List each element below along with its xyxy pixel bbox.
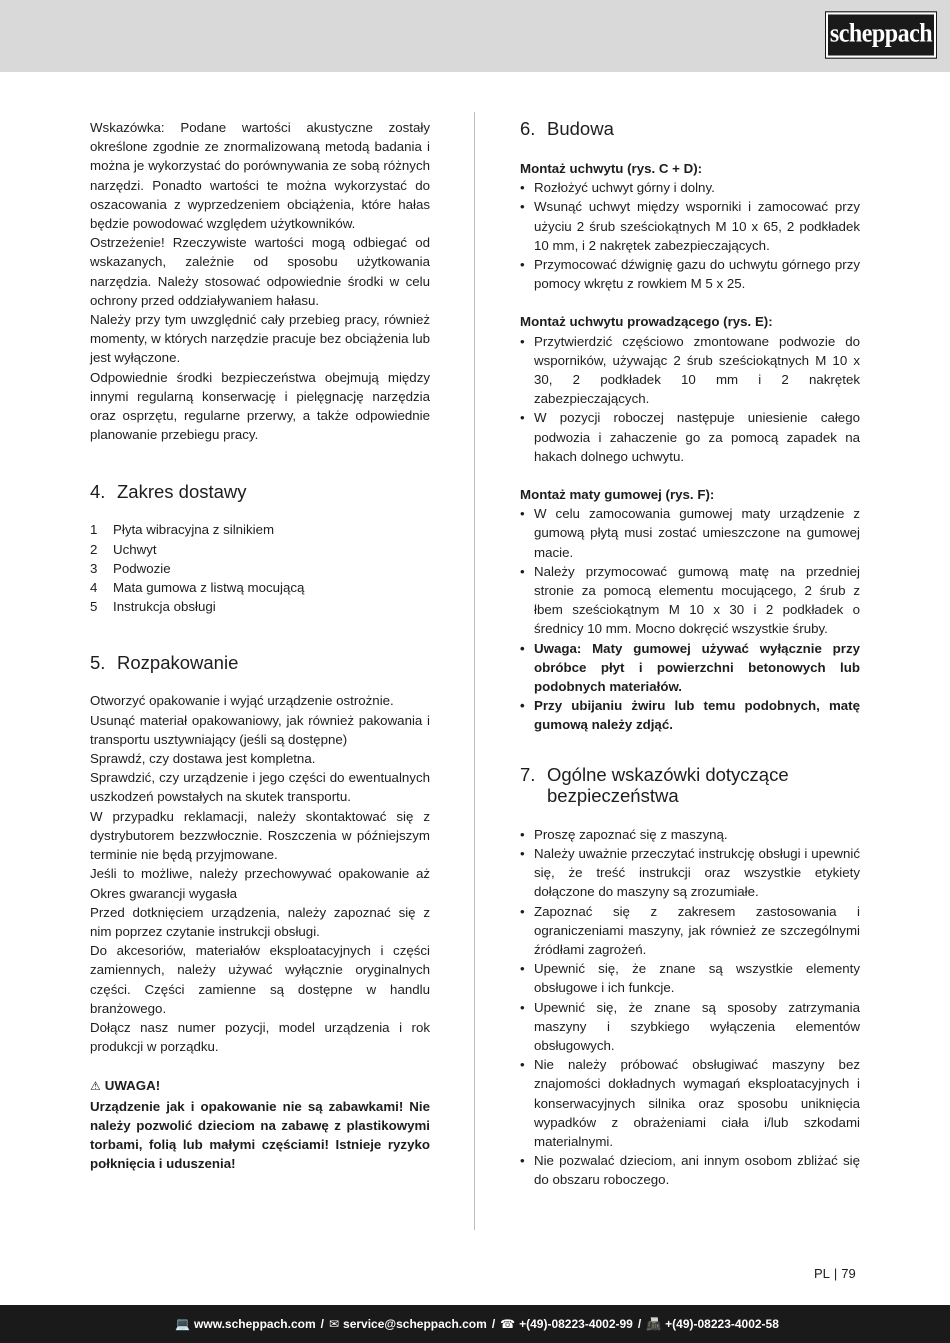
section-number: 6.: [520, 118, 536, 139]
list-item: 4 Mata gumowa z listwą mocującą: [90, 580, 305, 596]
section-number: 7.: [520, 763, 536, 785]
unpacking-paragraph: Sprawdzić, czy urządzenie i jego części do ewentualnych uszkodzeń powstałych na skutek transportu.: [90, 770, 430, 805]
section-4-heading: [90, 481, 430, 502]
assembly-list: [520, 504, 860, 734]
warning-block: [90, 1076, 430, 1173]
assembly-subheading: Montaż uchwytu prowadzącego (rys. E):: [520, 314, 773, 330]
list-item: • Upewnić się, że znane są sposoby zatrzymania maszyny i szybkiego wyłączenia elementów obsługowych.: [520, 998, 860, 1056]
list-item: • Rozłożyć uchwyt górny i dolny.: [520, 178, 860, 197]
warning-title: UWAGA!: [104, 1078, 161, 1094]
footer-email[interactable]: service@scheppach.com: [343, 1317, 487, 1331]
section-6-heading: [520, 118, 860, 139]
list-item: • Wsunąć uchwyt między wsporniki i zamocować przy użyciu 2 śrub sześciokątnych M 10 x 65, 2 podkładek 10 mm, i 2 nakrętek zabezpieczających.: [520, 197, 860, 255]
unpacking-paragraph: Do akcesoriów, materiałów eksploatacyjnych i części zamiennych, należy używać wyłącznie oryginalnych części. Części zamienne są dostępne w handlu branżowego.: [90, 943, 430, 1016]
header-band: [0, 0, 950, 72]
warning-text: Urządzenie jak i opakowanie nie są zabawkami! Nie należy pozwolić dzieciom na zabawę z plastikowymi torbami, folią lub małymi częściami! Istnieje ryzyko połknięcia i uduszenia!: [90, 1098, 430, 1172]
list-item: • Proszę zapoznać się z maszyną.: [520, 825, 860, 844]
section-title: Budowa: [547, 118, 614, 139]
page-number-value: 79: [841, 1266, 856, 1281]
unpacking-paragraph: Sprawdź, czy dostawa jest kompletna.: [90, 751, 316, 767]
page-number: [814, 1266, 856, 1281]
section-title: Ogólne wskazówki dotyczące bezpieczeństwa: [547, 763, 789, 806]
list-item: • Należy przymocować gumową matę na przedniej stronie za pomocą elementu mocującego, 2 śrub z łbem sześciokątnym M 10 x 30 i 2 podkładek o średnicy 10 mm. Mocno dokręcić wszystkie śruby.: [520, 562, 860, 639]
list-item: • W pozycji roboczej następuje uniesienie całego podwozia i zahaczenie go za pomocą zapadek na hakach dolnego uchwytu.: [520, 408, 860, 466]
intro-paragraph: Wskazówka: Podane wartości akustyczne zostały określone zgodnie ze znormalizowaną metodą badania i można je wykorzystać do porównywania ze sobą różnych narzędzi. Ponadto wartości te można wykorzystać do oszacowania z wyprzedzeniem obciążenia, które hałas będzie powodować względem użytkowników.: [90, 120, 430, 232]
list-item: 5 Instrukcja obsługi: [90, 599, 216, 615]
laptop-icon: 💻: [175, 1317, 191, 1331]
warning-title-line: [90, 1076, 430, 1096]
section-title: Zakres dostawy: [117, 481, 247, 503]
list-item: • Nie należy próbować obsługiwać maszyny bez znajomości dokładnych wymagań eksploatacyjnych i konserwacyjnych silnika oraz sposobu uniknięcia wypadków z obrażeniami ciała i/lub szkodami materialnymi.: [520, 1055, 860, 1151]
unpacking-text: [90, 691, 430, 1056]
unpacking-paragraph: W przypadku reklamacji, należy skontaktować się z dystrybutorem bezzwłocznie. Roszczenia w późniejszym terminie nie będą przyjmowane.: [90, 808, 430, 863]
list-item: • Uwaga: Maty gumowej używać wyłącznie przy obróbce płyt i powierzchni betonowych lub podobnych materiałów.: [520, 639, 860, 697]
intro-paragraph: Odpowiednie środki bezpieczeństwa obejmują między innymi regularną konserwację i pielęgnację narzędzia oraz osprzętu, regularne przerwy, a także odpowiednie planowanie przebiegu pracy.: [90, 369, 430, 443]
assembly-list: [520, 178, 860, 293]
list-item: • Upewnić się, że znane są wszystkie elementy obsługowe i ich funkcje.: [520, 959, 860, 997]
list-item: 3 Podwozie: [90, 560, 171, 576]
assembly-subheading: Montaż maty gumowej (rys. F):: [520, 487, 715, 503]
list-item: • Przymocować dźwignię gazu do uchwytu górnego przy pomocy wkrętu z rowkiem M 5 x 25.: [520, 255, 860, 293]
delivery-list: [90, 520, 430, 616]
section-number: 4.: [90, 481, 106, 503]
list-item: • Zapoznać się z zakresem zastosowania i ograniczeniami maszyny, jak również ze szczególnymi źródłami zagrożeń.: [520, 902, 860, 960]
list-item: • Nie pozwalać dzieciom, ani innym osobom zbliżać się do obszaru roboczego.: [520, 1151, 860, 1189]
unpacking-paragraph: Przed dotknięciem urządzenia, należy zapoznać się z nim poprzez czytanie instrukcji obsługi.: [90, 904, 430, 939]
left-column: [90, 118, 430, 1173]
unpacking-paragraph: Jeśli to możliwe, należy przechowywać opakowanie aż Okres gwarancji wygasła: [90, 866, 430, 901]
assembly-subheading: Montaż uchwytu (rys. C + D):: [520, 161, 703, 176]
footer-separator: /: [320, 1317, 324, 1331]
section-title: Rozpakowanie: [117, 652, 239, 674]
footer-contact-bar: [0, 1305, 950, 1343]
intro-paragraph: Należy przy tym uwzględnić cały przebieg pracy, również momenty, w których narzędzie pracuje bez obciążenia lub jest wyłączone.: [90, 312, 430, 366]
safety-list: [520, 825, 860, 1190]
page-language: PL: [814, 1266, 830, 1281]
footer-separator: /: [637, 1317, 642, 1331]
list-item: 1 Płyta wibracyjna z silnikiem: [90, 522, 275, 538]
warning-triangle-icon: ⚠: [90, 1079, 101, 1094]
fax-icon: 📠: [646, 1317, 662, 1331]
section-number: 5.: [90, 652, 106, 674]
footer-phone[interactable]: +(49)-08223-4002-99: [519, 1317, 633, 1331]
unpacking-paragraph: Otworzyć opakowanie i wyjąć urządzenie ostrożnie.: [90, 693, 394, 709]
footer-fax: +(49)-08223-4002-58: [665, 1317, 779, 1331]
footer-separator: /: [491, 1317, 496, 1331]
unpacking-paragraph: Dołącz nasz numer pozycji, model urządzenia i rok produkcji w porządku.: [90, 1019, 430, 1055]
list-item: • W celu zamocowania gumowej maty urządzenie z gumową płytą musi zostać umieszczone na gumowej macie.: [520, 504, 860, 562]
mail-icon: ✉: [328, 1317, 340, 1331]
page-number-bar: |: [833, 1266, 838, 1281]
section-5-heading: [90, 652, 430, 673]
unpacking-paragraph: Usunąć materiał opakowaniowy, jak również pakowania i transportu usztywniający (jeśli są dostępne): [90, 712, 430, 747]
right-column: [520, 118, 860, 1190]
list-item: • Należy uważnie przeczytać instrukcję obsługi i upewnić się, że treść instrukcji oraz wszystkie etykiety dołączone do maszyny są zrozumiałe.: [520, 844, 860, 902]
list-item: • Przy ubijaniu żwiru lub temu podobnych, matę gumową należy zdjąć.: [520, 696, 860, 734]
column-divider: [474, 112, 475, 1230]
intro-paragraph: Ostrzeżenie! Rzeczywiste wartości mogą odbiegać od wskazanych, zależnie od sposobu użytkowania narzędzia. Należy stosować odpowiednie środki w celu ochrony przed oddziaływaniem hałasu.: [90, 235, 430, 308]
section-7-heading: [520, 764, 860, 806]
list-item: • Przytwierdzić częściowo zmontowane podwozie do wsporników, używając 2 śrub sześciokątnych M 10 x 30, 2 podkładek 10 mm i 2 nakrętek zabezpieczających.: [520, 332, 860, 409]
assembly-list: [520, 332, 860, 466]
footer-website[interactable]: www.scheppach.com: [194, 1317, 316, 1331]
phone-icon: ☎: [500, 1317, 516, 1331]
scheppach-logo: scheppach: [826, 12, 936, 57]
list-item: 2 Uchwyt: [90, 541, 157, 557]
